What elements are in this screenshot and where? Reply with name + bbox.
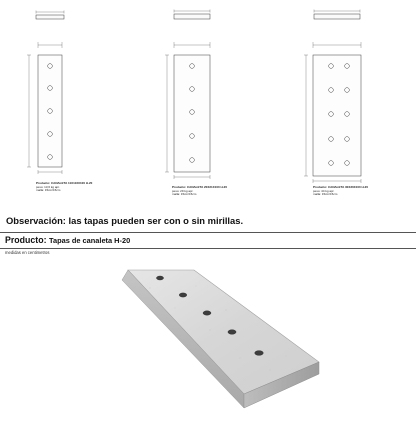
drawings-svg	[0, 0, 416, 206]
drawing-1-plan-view	[38, 55, 62, 167]
drawing-3-plan-view	[313, 55, 361, 176]
slab-hole	[156, 276, 163, 280]
drawing-1-side-view	[36, 15, 64, 19]
drawing-3-title: Producto: CANALETA 30X30X100 H-20	[313, 185, 369, 189]
product-photo	[0, 258, 416, 416]
drawing-3-spec	[313, 186, 368, 197]
drawing-2-side-view	[174, 14, 210, 19]
drawing-3-side-view	[314, 14, 360, 19]
drawing-2-title: Producto: CANALETA 20X21X100 H-20	[172, 185, 228, 189]
drawing-3-mesh: malla: 15cm/15cm	[313, 192, 338, 197]
slab-hole	[255, 351, 264, 356]
drawing-1-mesh: malla: 15cm/15cm	[36, 188, 61, 193]
slab-hole	[203, 311, 211, 315]
drawing-2	[165, 10, 210, 180]
technical-drawings	[0, 0, 416, 206]
drawing-3	[304, 10, 361, 184]
drawing-3-weight: peso: 44 kg apr.	[313, 188, 335, 193]
drawing-1-title: Producto: CANALETA 11X116X100 H-20	[36, 181, 93, 185]
product-bar	[0, 232, 416, 249]
units-note: medidas en centimetros	[5, 250, 50, 255]
drawing-2-spec	[172, 186, 227, 197]
drawing-1-spec	[36, 182, 92, 193]
observation-note: Observación: las tapas pueden ser con o sin mirillas.	[6, 215, 244, 226]
drawing-1-weight: peso: 13,6 kg apr.	[36, 184, 60, 189]
slab-hole	[179, 293, 187, 297]
concrete-slab-illustration	[0, 258, 416, 416]
drawing-1	[27, 11, 64, 175]
drawing-2-plan-view	[174, 55, 210, 172]
slab-hole	[228, 330, 236, 335]
drawing-2-weight: peso: 29 kg apr.	[172, 188, 194, 193]
drawing-2-mesh: malla: 15cm/15cm	[172, 192, 197, 197]
product-value: Tapas de canaleta H-20	[49, 236, 131, 245]
product-label: Producto:	[5, 235, 47, 245]
